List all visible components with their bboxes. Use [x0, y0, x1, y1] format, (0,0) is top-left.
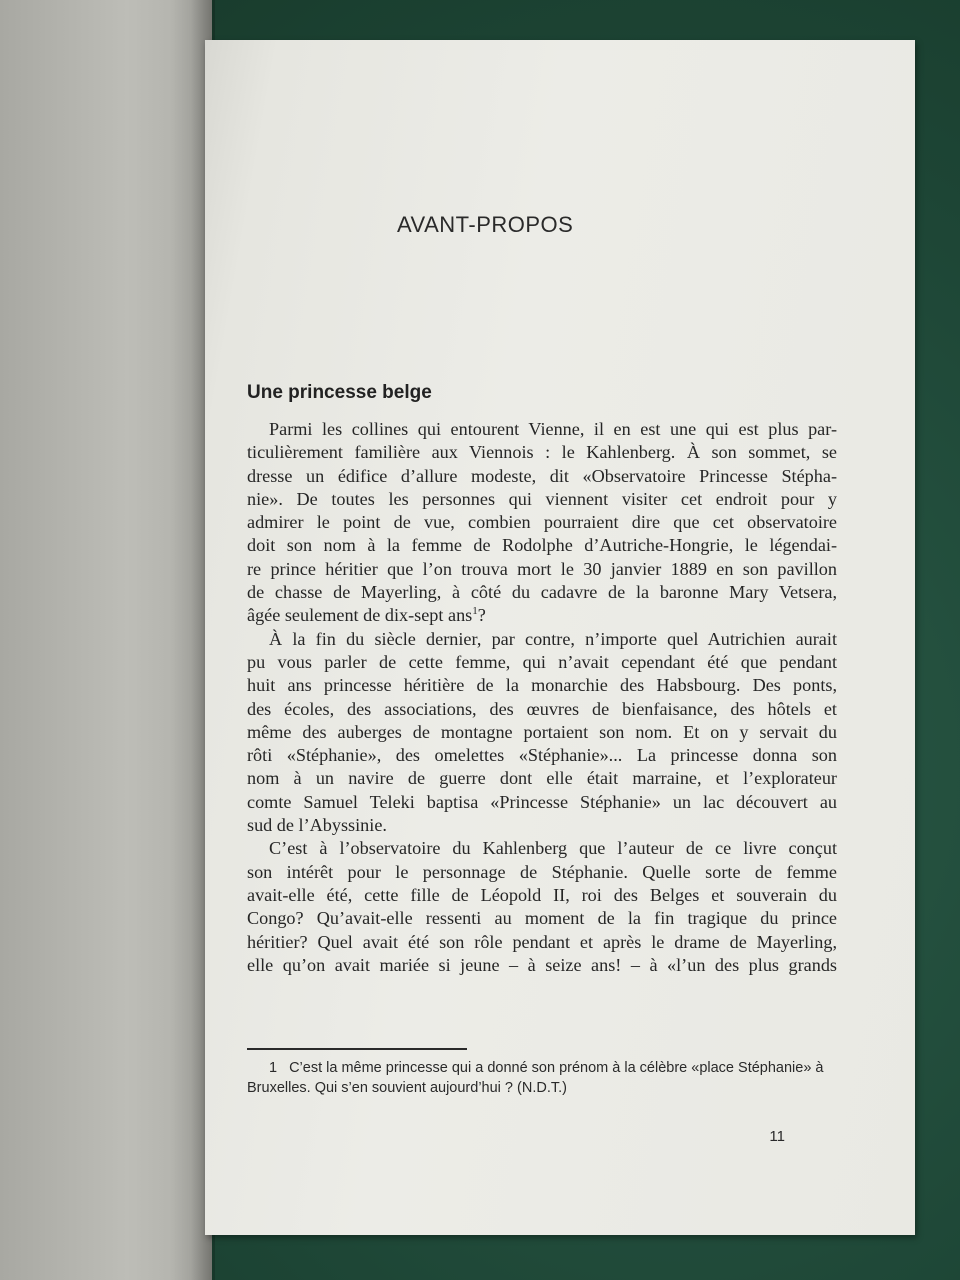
text-line: C’est à l’observatoire du Kahlenberg que l’auteur de ce livre conçut — [269, 838, 837, 859]
text-fragment: âgée seulement de dix-sept ans — [247, 605, 473, 626]
text-line: nie». De toutes les personnes qui viennent visiter cet endroit pour y — [247, 488, 837, 509]
text-line — [247, 604, 837, 627]
text-line: rôti «Stéphanie», des omelettes «Stéphanie»... La princesse donna son — [247, 745, 837, 766]
text-line: son intérêt pour le personnage de Stéphanie. Quelle sorte de femme — [247, 861, 837, 882]
footnote-line — [247, 1058, 847, 1078]
text-line: huit ans princesse héritière de la monarchie des Habsbourg. Des ponts, — [247, 675, 837, 696]
text-line: À la fin du siècle dernier, par contre, n’importe quel Autrichien aurait — [269, 628, 837, 649]
paragraph-2 — [247, 628, 837, 838]
text-line: pu vous parler de cette femme, qui n’avait cependant été que pendant — [247, 651, 837, 672]
text-line: même des auberges de montagne portaient son nom. Et on y servait du — [247, 721, 837, 742]
footnote-reference: 1 — [472, 605, 478, 618]
text-line: avait-elle été, cette fille de Léopold II, roi des Belges et souverain du — [247, 884, 837, 905]
text-line: ticulièrement familière aux Viennois : le Kahlenberg. À son sommet, se — [247, 442, 837, 463]
paragraph-1 — [247, 418, 837, 628]
text-line: dresse un édifice d’allure modeste, dit «Observatoire Princesse Stépha- — [247, 465, 837, 486]
page-number: 11 — [769, 1128, 785, 1145]
text-line: doit son nom à la femme de Rodolphe d’Autriche-Hongrie, le légendai- — [247, 535, 837, 556]
chapter-title: AVANT-PROPOS — [397, 212, 574, 237]
book-page — [205, 40, 915, 1235]
page-content — [247, 40, 847, 1235]
text-line: héritier? Quel avait été son rôle pendant et après le drame de Mayerling, — [247, 931, 837, 952]
footnote-number: 1 — [269, 1060, 278, 1076]
paragraph-3 — [247, 837, 837, 977]
text-line: comte Samuel Teleki baptisa «Princesse Stéphanie» un lac découvert au — [247, 791, 837, 812]
footnote — [247, 1058, 847, 1098]
text-line: Congo? Qu’avait-elle ressenti au moment de la fin tragique du prince — [247, 908, 837, 929]
footnote-line: Bruxelles. Qui s’en souvient aujourd’hui ? (N.D.T.) — [247, 1080, 567, 1096]
text-line: Parmi les collines qui entourent Vienne, il en est une qui est plus par- — [269, 419, 837, 439]
text-line: re prince héritier que l’on trouva mort le 30 janvier 1889 en son pavillon — [247, 558, 837, 579]
footnote-divider — [247, 1048, 467, 1050]
text-line: nom à un navire de guerre dont elle était marraine, et l’explorateur — [247, 768, 837, 789]
footnote-text: C’est la même princesse qui a donné son prénom à la célèbre «place Stéphanie» à — [289, 1060, 824, 1076]
text-line: de chasse de Mayerling, à côté du cadavre de la baronne Mary Vetsera, — [247, 582, 837, 603]
text-line: admirer le point de vue, combien pourraient dire que cet observatoire — [247, 512, 837, 533]
text-fragment: ? — [477, 605, 486, 626]
text-line: sud de l’Abyssinie. — [247, 815, 387, 836]
section-title: Une princesse belge — [247, 382, 432, 403]
text-line: elle qu’on avait mariée si jeune – à seize ans! – à «l’un des plus grands — [247, 954, 837, 975]
text-line: des écoles, des associations, des œuvres de bienfaisance, des hôtels et — [247, 698, 837, 719]
body-text — [247, 418, 837, 977]
